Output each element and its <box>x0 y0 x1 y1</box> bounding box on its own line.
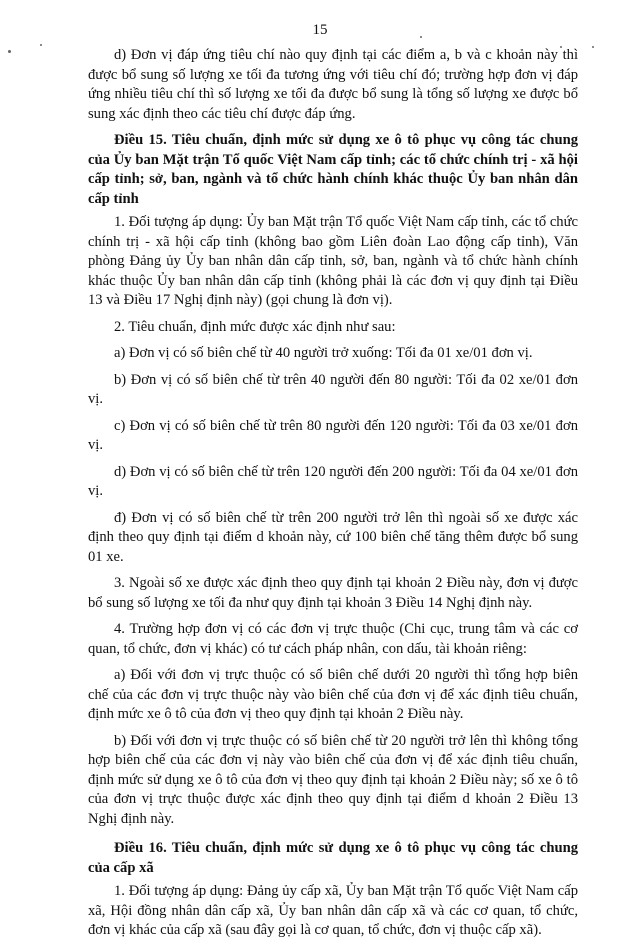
article-15-clause-2a: a) Đơn vị có số biên chế từ 40 người trở xuống: Tối đa 01 xe/01 đơn vị. <box>114 345 533 361</box>
article-15-clause-1: 1. Đối tượng áp dụng: Ủy ban Mặt trận Tổ quốc Việt Nam cấp tỉnh, các tổ chức chính trị - xã hội cấp tỉnh (không bao gồm Liên đoàn Lao động cấp tỉnh), Văn phòng Đảng ủy Ủy ban nhân dân cấp tỉnh, sở, ban, ngành và tổ chức hành chính khác thuộc Ủy ban nhân dân cấp tỉnh (không phải là các đơn vị quy định tại Điều 13 và Điều 17 Nghị định này) (gọi chung là đơn vị). <box>88 214 578 308</box>
scan-speck <box>40 44 42 46</box>
scan-speck <box>420 36 422 38</box>
article-15-clause-4a: a) Đối với đơn vị trực thuộc có số biên chế dưới 20 người thì tổng hợp biên chế của các đơn vị trực thuộc này vào biên chế của đơn vị để xác định tiêu chuẩn, định mức xe ô tô của đơn vị theo quy định tại khoản 2 Điều này. <box>88 667 578 722</box>
article-15-clause-2c: c) Đơn vị có số biên chế từ trên 80 người đến 120 người: Tối đa 03 xe/01 đơn vị. <box>88 417 578 453</box>
document-body <box>88 46 578 948</box>
scan-speck <box>592 46 594 48</box>
article-15-clause-4: 4. Trường hợp đơn vị có các đơn vị trực thuộc (Chi cục, trung tâm và các cơ quan, tổ chức, đơn vị khác) có tư cách pháp nhân, con dấu, tài khoản riêng: <box>88 621 578 657</box>
paragraph-14-3-d: d) Đơn vị đáp ứng tiêu chí nào quy định tại các điểm a, b và c khoản này thì được bổ sung số lượng xe tối đa tương ứng với tiêu chí đó; trường hợp đơn vị đáp ứng nhiều tiêu chí thì số lượng xe tối đa được bổ sung là tổng số lượng xe được bổ sung xác định theo các tiêu chí được đáp ứng. <box>88 47 578 122</box>
scan-speck <box>8 50 11 53</box>
article-15-clause-3: 3. Ngoài số xe được xác định theo quy định tại khoản 2 Điều này, đơn vị được bổ sung số lượng xe tối đa như quy định tại khoản 3 Điều 14 Nghị định này. <box>88 575 578 611</box>
article-15-clause-2: 2. Tiêu chuẩn, định mức được xác định như sau: <box>114 318 396 335</box>
article-15-clause-2dd: đ) Đơn vị có số biên chế từ trên 200 người trở lên thì ngoài số xe được xác định theo quy định tại điểm d khoản này, cứ 100 biên chế tăng thêm được bổ sung 01 xe. <box>88 509 578 565</box>
article-15-clause-2d: d) Đơn vị có số biên chế từ trên 120 người đến 200 người: Tối đa 04 xe/01 đơn vị. <box>88 463 578 499</box>
page-number: 15 <box>312 22 328 38</box>
article-16-clause-1: 1. Đối tượng áp dụng: Đảng ủy cấp xã, Ủy ban Mặt trận Tổ quốc Việt Nam cấp xã, Hội đồng nhân dân cấp xã, Ủy ban nhân dân cấp xã và các cơ quan, tổ chức, đơn vị khác của cấp xã (sau đây gọi là cơ quan, tổ chức, đơn vị thuộc cấp xã). <box>88 883 578 938</box>
article-15-clause-4b: b) Đối với đơn vị trực thuộc có số biên chế từ 20 người trở lên thì không tổng hợp biên chế của các đơn vị này vào biên chế của đơn vị để xác định tiêu chuẩn, định mức sử dụng xe ô tô của đơn vị theo quy định tại khoản 2 Điều này; số xe ô tô của đơn vị trực thuộc được xác định theo quy định tại điểm d khoản 2 Điều 13 Nghị định này. <box>88 732 578 827</box>
article-16-heading: Điều 16. Tiêu chuẩn, định mức sử dụng xe ô tô phục vụ công tác chung của cấp xã <box>88 840 578 876</box>
article-15-clause-2b: b) Đơn vị có số biên chế từ trên 40 người đến 80 người: Tối đa 02 xe/01 đơn vị. <box>88 371 578 407</box>
article-15-heading: Điều 15. Tiêu chuẩn, định mức sử dụng xe ô tô phục vụ công tác chung của Ủy ban Mặt trận Tổ quốc Việt Nam cấp tỉnh; các tổ chức chính trị - xã hội cấp tỉnh; sở, ban, ngành và tổ chức hành chính khác thuộc Ủy ban nhân dân cấp tỉnh <box>88 132 578 207</box>
